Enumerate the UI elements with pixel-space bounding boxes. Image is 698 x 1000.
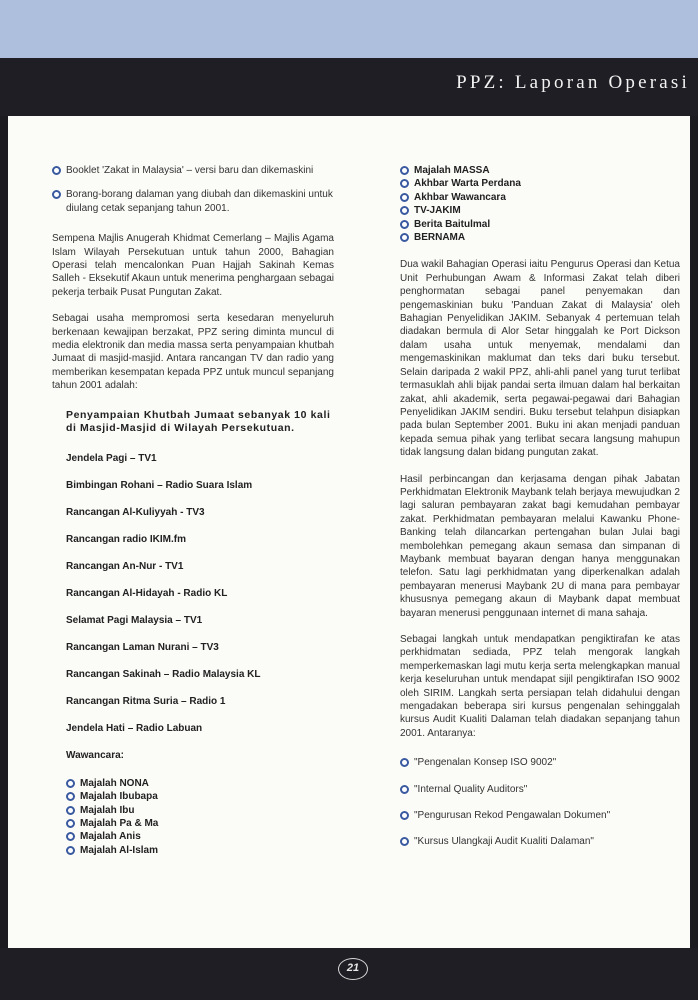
list-item — [66, 830, 334, 843]
bullet-icon — [52, 190, 61, 199]
interview-list — [400, 164, 680, 244]
list-item — [400, 835, 680, 848]
list-item-text: Majalah Pa & Ma — [80, 817, 159, 829]
list-item-text: TV-JAKIM — [414, 205, 461, 217]
list-item — [400, 218, 680, 231]
list-item-text: Majalah NONA — [80, 777, 149, 789]
right-column — [400, 164, 680, 862]
program-item: Rancangan Sakinah – Radio Malaysia KL — [66, 668, 261, 680]
bullet-icon — [66, 806, 75, 815]
list-item-text: Majalah Al-Islam — [80, 844, 158, 856]
list-item — [66, 777, 334, 790]
list-item-text: "Pengenalan Konsep ISO 9002" — [414, 757, 557, 769]
program-item: Bimbingan Rohani – Radio Suara Islam — [66, 479, 253, 491]
program-item: Rancangan An-Nur - TV1 — [66, 560, 184, 572]
bullet-icon — [400, 837, 409, 846]
bullet-icon — [66, 819, 75, 828]
list-item — [66, 844, 334, 857]
program-item: Rancangan Ritma Suria – Radio 1 — [66, 695, 226, 707]
list-item-text: "Pengurusan Rekod Pengawalan Dokumen" — [414, 810, 611, 822]
page-header-title: PPZ: Laporan Operasi — [456, 72, 690, 93]
bullet-icon — [66, 792, 75, 801]
list-item — [400, 191, 680, 204]
bullet-icon — [400, 811, 409, 820]
paragraph: Sebagai usaha mempromosi serta kesedaran menyeluruh berkenaan kewajipan berzakat, PPZ sering diminta muncul di media elektronik dan media massa serta penyampaian khutbah Jumaat di masjid-masjid. Antara rancangan TV dan radio yang memberikan kesempatan kepada PPZ untuk muncul sepanjang tahun 2001 adalah: — [52, 313, 334, 392]
program-item: Rancangan radio IKIM.fm — [66, 533, 187, 545]
interview-list — [66, 777, 334, 857]
list-item-text: Akhbar Warta Perdana — [414, 178, 521, 190]
list-item — [400, 231, 680, 244]
bullet-icon — [400, 233, 409, 242]
list-item — [66, 790, 334, 803]
course-list — [400, 756, 680, 849]
wawancara-heading: Wawancara: — [66, 749, 124, 761]
bullet-icon — [400, 758, 409, 767]
list-item-text: Majalah MASSA — [414, 165, 490, 176]
list-item — [400, 204, 680, 217]
header-bar — [0, 58, 698, 116]
bullet-icon — [400, 166, 409, 175]
bullet-icon — [66, 846, 75, 855]
list-item — [400, 809, 680, 822]
list-item-text: Berita Baitulmal — [414, 218, 491, 230]
list-item — [52, 164, 334, 177]
list-item — [66, 817, 334, 830]
program-item: Rancangan Al-Kuliyyah - TV3 — [66, 506, 205, 518]
list-item-text: "Internal Quality Auditors" — [414, 783, 528, 795]
list-item-text: Majalah Anis — [80, 831, 141, 843]
program-list — [52, 409, 334, 857]
paragraph: Sebagai langkah untuk mendapatkan pengiktirafan ke atas perkhidmatan sediada, PPZ telah mengorak langkah memperkemaskan lagi mutu kerja serta melengkapkan manual kerja keseluruhan untuk mendapat sijil pengiktirafan ISO 9002 oleh SIRIM. Langkah serta persiapan telah didahului dengan mengadakan beberapa siri kursus pengenalan sehinggalah kursus Audit Kualiti Dalaman telah diadakan sepanjang tahun 2001. Antaranya: — [400, 634, 680, 739]
list-item — [400, 756, 680, 769]
list-item — [400, 164, 680, 177]
paragraph: Hasil perbincangan dan kerjasama dengan pihak Jabatan Perkhidmatan Elektronik Maybank telah berjaya mewujudkan 2 lagi saluran pembayaran zakat bagi kemudahan pembayar zakat. Perkhidmatan pembayaran melalui Kawanku Phone-Banking telah dilancarkan pertengahan bulan Julai bagi membolehkan pemegang akaun semasa dan simpanan di Maybank membuat bayaran dengan hanya menggunakan telefon. Satu lagi perkhidmatan yang diperkenalkan adalah pembayaran menerusi Maybank 2U di mana para pembayar khususnya pemegang akaun di Maybank dapat membuat bayaran menerusi penggunaan internet di mana sahaja. — [400, 473, 680, 619]
bullet-icon — [400, 220, 409, 229]
page-number-badge: 21 — [338, 958, 368, 980]
bullet-icon — [66, 832, 75, 841]
program-item: Rancangan Laman Nurani – TV3 — [66, 641, 219, 653]
list-item-text: Majalah Ibubapa — [80, 791, 158, 803]
khutbah-heading: Penyampaian Khutbah Jumaat sebanyak 10 kali di Masjid-Masjid di Wilayah Persekutuan. — [66, 408, 331, 435]
list-item — [52, 188, 334, 215]
paragraph: Dua wakil Bahagian Operasi iaitu Pengurus Operasi dan Ketua Unit Perhubungan Awam & Informasi Zakat telah diberi penghormatan sebagai panel penyemakan dan pengemaskinian buku 'Panduan Zakat di Malaysia' oleh Bahagian Penyelidikan JAKIM. Sebanyak 4 pertemuan telah diadakan bermula di Alor Setar hinggalah ke Port Dickson dalam usaha untuk menyemak, mendalami dan mengemaskinikan maklumat dan teks dari buku tersebut. Selain daripada 2 wakil PPZ, ahli-ahli panel yang turut terlibat termasuklah ahli bijak pandai serta ilmuan dalam hal berkaitan zakat, ahli akademik, serta pegawai-pegawai dari Bahagian Penyelidikan JAKIM sendiri. Buku tersebut telahpun disiapkan pada bulan September 2001. Buku ini akan menjadi panduan kepada semua pihak yang terlibat secara langsung mahupun tidak langsung dalan bidang pungutan zakat. — [400, 259, 680, 459]
list-item-text: BERNAMA — [414, 232, 466, 244]
bullet-icon — [66, 779, 75, 788]
program-item: Jendela Pagi – TV1 — [66, 452, 157, 464]
list-item-text: "Kursus Ulangkaji Audit Kualiti Dalaman" — [414, 836, 594, 848]
program-item: Jendela Hati – Radio Labuan — [66, 722, 203, 734]
bullet-icon — [400, 179, 409, 188]
list-item — [66, 804, 334, 817]
list-item-text: Akhbar Wawancara — [414, 191, 506, 203]
paragraph: Sempena Majlis Anugerah Khidmat Cemerlang – Majlis Agama Islam Wilayah Persekutuan untuk tahun 2000, Bahagian Operasi telah mencalonkan Puan Hajjah Sakinah Kemas Salleh - Eksekutif Akaun untuk menerima penghargaan sebagai pekerja terbaik Pusat Pungutan Zakat. — [52, 233, 334, 298]
list-item — [400, 177, 680, 190]
list-item-text: Booklet 'Zakat in Malaysia' – versi baru dan dikemaskini — [66, 165, 314, 176]
bullet-icon — [400, 206, 409, 215]
bullet-icon — [400, 785, 409, 794]
bullet-icon — [52, 166, 61, 175]
program-item: Selamat Pagi Malaysia – TV1 — [66, 614, 203, 626]
left-column — [52, 164, 334, 857]
list-item-text: Borang-borang dalaman yang diubah dan dikemaskini untuk diulang cetak sepanjang tahun 2001. — [66, 189, 333, 214]
list-item-text: Majalah Ibu — [80, 804, 135, 816]
bullet-icon — [400, 193, 409, 202]
program-item: Rancangan Al-Hidayah - Radio KL — [66, 587, 228, 599]
top-band — [0, 0, 698, 58]
list-item — [400, 783, 680, 796]
